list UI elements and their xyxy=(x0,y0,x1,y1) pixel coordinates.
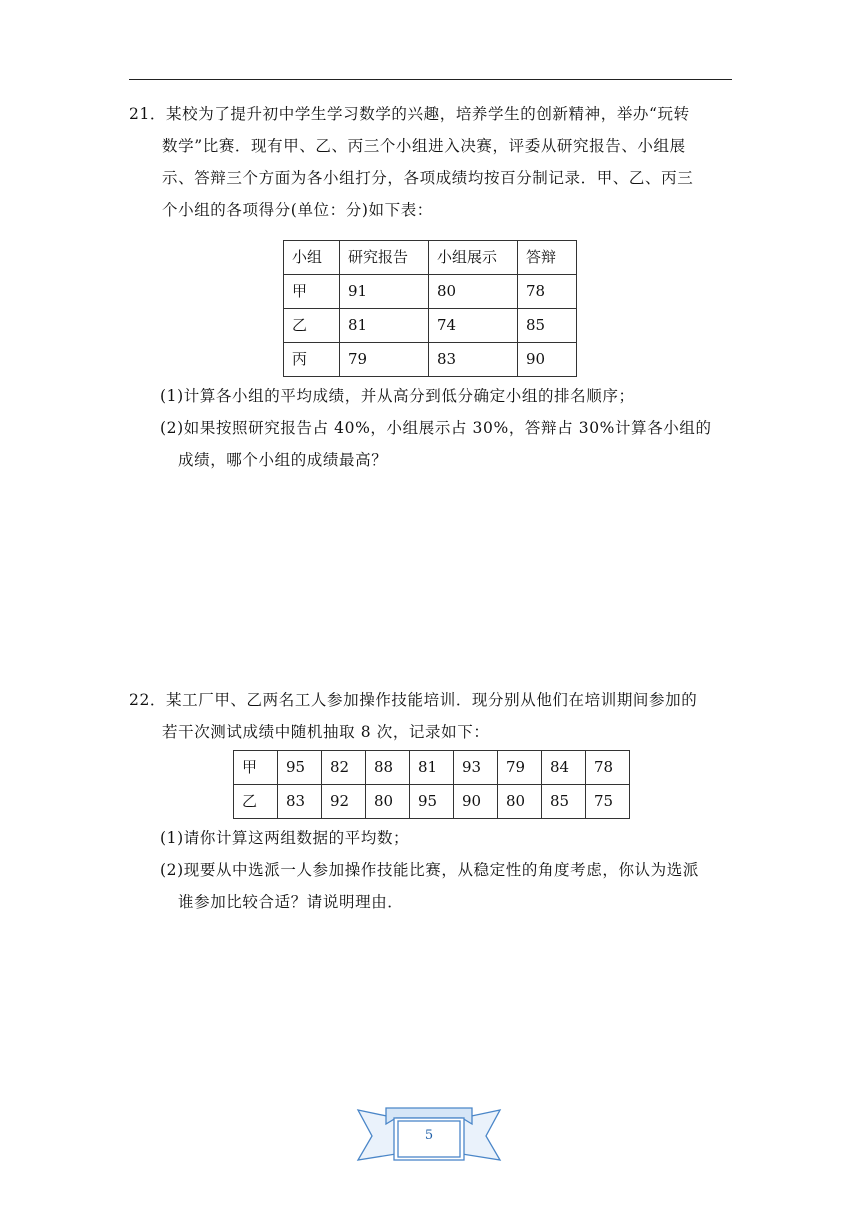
q22-score-table xyxy=(233,750,630,819)
table-header-cell: 小组 xyxy=(284,241,340,275)
table-header-row xyxy=(284,241,577,275)
table-cell: 79 xyxy=(340,343,429,377)
table-cell: 乙 xyxy=(284,309,340,343)
table-header-cell: 答辩 xyxy=(518,241,577,275)
table-cell: 甲 xyxy=(284,275,340,309)
q22-sub1: (1)请你计算这两组数据的平均数； xyxy=(160,829,410,847)
q22-stem xyxy=(129,684,697,748)
table-cell: 92 xyxy=(322,785,366,819)
table-cell: 75 xyxy=(586,785,630,819)
table-header-cell: 研究报告 xyxy=(340,241,429,275)
table-cell: 93 xyxy=(454,751,498,785)
q21-sub2-line: (2)如果按照研究报告占 40%，小组展示占 30%，答辩占 30%计算各小组的 xyxy=(160,419,712,437)
q22-line: 若干次测试成绩中随机抽取 8 次，记录如下： xyxy=(162,723,490,741)
q21-stem xyxy=(129,98,693,226)
table-row xyxy=(234,785,630,819)
table-cell: 82 xyxy=(322,751,366,785)
table-cell: 甲 xyxy=(234,751,278,785)
table-cell: 81 xyxy=(410,751,454,785)
q21-score-table xyxy=(283,240,577,377)
q21-line: 21．某校为了提升初中学生学习数学的兴趣，培养学生的创新精神，举办“玩转 xyxy=(129,105,690,123)
table-cell: 84 xyxy=(542,751,586,785)
table-cell: 79 xyxy=(498,751,542,785)
q22-line: 22．某工厂甲、乙两名工人参加操作技能培训．现分别从他们在培训期间参加的 xyxy=(129,691,698,709)
table-cell: 95 xyxy=(410,785,454,819)
table-cell: 乙 xyxy=(234,785,278,819)
q22-subquestions xyxy=(160,822,699,918)
q22-sub2-line: 谁参加比较合适？请说明理由． xyxy=(178,893,404,911)
table-row xyxy=(284,309,577,343)
table-cell: 80 xyxy=(366,785,410,819)
q21-subquestions xyxy=(160,380,712,476)
q21-sub2-line: 成绩，哪个小组的成绩最高？ xyxy=(178,451,388,469)
page-number: 5 xyxy=(424,1128,434,1143)
table-cell: 95 xyxy=(278,751,322,785)
table-row xyxy=(284,343,577,377)
q22-sub2-line: (2)现要从中选派一人参加操作技能比赛，从稳定性的角度考虑，你认为选派 xyxy=(160,861,699,879)
q21-line: 个小组的各项得分(单位：分)如下表： xyxy=(162,201,433,219)
q21-line: 数学”比赛．现有甲、乙、丙三个小组进入决赛，评委从研究报告、小组展 xyxy=(162,137,686,155)
header-rule xyxy=(129,79,732,80)
table-cell: 88 xyxy=(366,751,410,785)
q21-sub1: (1)计算各小组的平均成绩，并从高分到低分确定小组的排名顺序； xyxy=(160,387,635,405)
table-row xyxy=(284,275,577,309)
table-row xyxy=(234,751,630,785)
table-cell: 丙 xyxy=(284,343,340,377)
table-cell: 90 xyxy=(454,785,498,819)
table-cell: 80 xyxy=(429,275,518,309)
table-cell: 90 xyxy=(518,343,577,377)
table-header-cell: 小组展示 xyxy=(429,241,518,275)
table-cell: 78 xyxy=(518,275,577,309)
table-cell: 83 xyxy=(278,785,322,819)
table-cell: 83 xyxy=(429,343,518,377)
table-cell: 85 xyxy=(518,309,577,343)
table-cell: 74 xyxy=(429,309,518,343)
table-cell: 91 xyxy=(340,275,429,309)
table-cell: 80 xyxy=(498,785,542,819)
table-cell: 85 xyxy=(542,785,586,819)
table-cell: 78 xyxy=(586,751,630,785)
q21-line: 示、答辩三个方面为各小组打分，各项成绩均按百分制记录．甲、乙、丙三 xyxy=(162,169,694,187)
table-cell: 81 xyxy=(340,309,429,343)
